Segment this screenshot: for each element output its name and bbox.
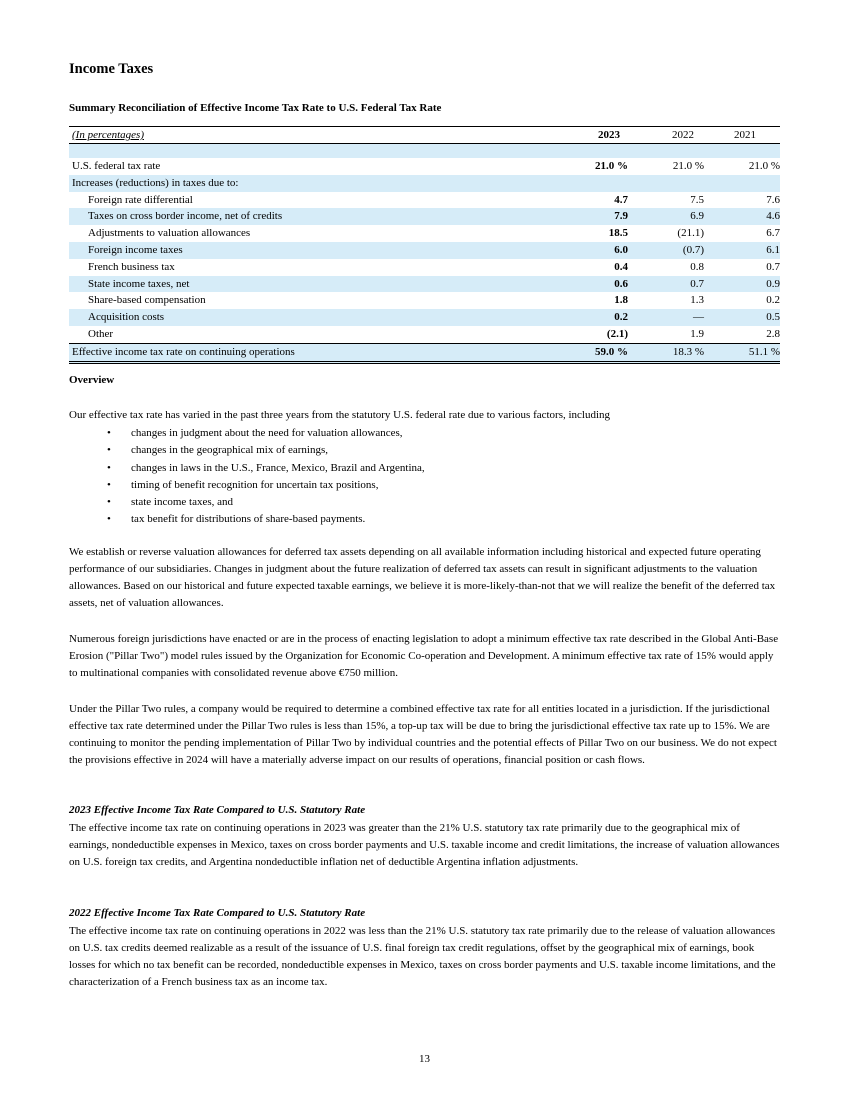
pillar-two-intro-paragraph: Numerous foreign jurisdictions have enacted or are in the process of enacting legislation to adopt a minimum effective tax rate described in the Global Anti-Base Erosion ("Pillar Two") model rules issued by the Organization for Economic Co-operation and Development. A minimum effective tax rate of 15% would apply to multinational companies with consolidated revenue above €750 million. bbox=[69, 633, 779, 679]
row-label: Taxes on cross border income, net of credits bbox=[88, 210, 283, 223]
table-row bbox=[69, 175, 780, 192]
table-row bbox=[69, 309, 780, 326]
paragraph-2023: The effective income tax rate on continuing operations in 2023 was greater than the 21% U.S. statutory tax rate primarily due to the geographical mix of earnings, nondeductible expenses in Mexico, taxes on cross border payments and U.S. taxable income and credit limitations, the increase of valuation allowances on U.S. foreign tax credits, and Argentina nondeductible inflation net of deductible Argentina inflation adjustments. bbox=[69, 822, 780, 868]
row-label: Share-based compensation bbox=[88, 294, 206, 307]
row-label: Foreign rate differential bbox=[88, 193, 193, 206]
list-item-text: changes in the geographical mix of earnings, bbox=[131, 444, 329, 457]
cell-2022: 21.0 % bbox=[672, 160, 704, 172]
cell-2021: 7.6 bbox=[766, 193, 780, 206]
cell-2022: 1.3 bbox=[690, 294, 704, 307]
table-row bbox=[69, 326, 780, 344]
header-unit-label: (In percentages) bbox=[72, 129, 144, 141]
table-row bbox=[69, 192, 780, 209]
cell-2021: 0.5 bbox=[766, 311, 780, 324]
cell-2022: 7.5 bbox=[690, 193, 704, 206]
cell-2023: (2.1) bbox=[606, 327, 628, 340]
cell-2021: 0.9 bbox=[766, 277, 780, 290]
cell-2023: 4.7 bbox=[614, 193, 628, 206]
bullet-icon: • bbox=[107, 444, 111, 457]
paragraph-2022: The effective income tax rate on continuing operations in 2022 was less than the 21% U.S. statutory tax rate primarily due to the release of valuation allowances on U.S. tax credits deemed realizable as a result of the issuance of U.S. final foreign tax credit regulations, offset by the geographical mix of earnings, book losses for which no tax benefit can be recorded, nondeductible expenses in Mexico, taxes on cross border payments and U.S. taxable income limitations, and the characterization of a French business tax as an income tax. bbox=[69, 925, 776, 988]
cell-2021: 0.7 bbox=[766, 260, 780, 273]
row-label: State income taxes, net bbox=[88, 277, 190, 290]
cell-2021: 6.1 bbox=[766, 243, 780, 256]
row-label: Acquisition costs bbox=[88, 311, 165, 324]
cell-2022: (21.1) bbox=[677, 227, 704, 240]
cell-2021: 21.0 % bbox=[748, 160, 780, 172]
bullet-icon: • bbox=[107, 478, 111, 491]
cell-2023: 0.6 bbox=[614, 277, 628, 290]
cell-2022: (0.7) bbox=[682, 243, 704, 256]
row-label: Increases (reductions) in taxes due to: bbox=[72, 176, 239, 189]
row-label: Other bbox=[88, 327, 114, 340]
list-item bbox=[107, 442, 425, 459]
list-item bbox=[107, 494, 425, 511]
cell-2022: 0.7 bbox=[690, 277, 704, 290]
table-row bbox=[69, 158, 780, 175]
row-label: U.S. federal tax rate bbox=[72, 160, 161, 172]
table-row bbox=[69, 259, 780, 276]
cell-2021: 4.6 bbox=[766, 210, 780, 223]
tax-rate-reconciliation-table bbox=[69, 126, 780, 364]
pillar-two-rules-paragraph: Under the Pillar Two rules, a company would be required to determine a combined effective tax rate for all entities located in a jurisdiction. If the jurisdictional effective tax rate determined under the Pillar Two rules is less than 15%, a top-up tax will be due to bring the jurisdictional effective tax rate up to 15%. We are continuing to monitor the pending implementation of Pillar Two by individual countries and the potential effects of Pillar Two on our business. We do not expect the provisions effective in 2024 will have a materially adverse impact on our results of operations, financial position or cash flows. bbox=[69, 703, 777, 766]
list-item bbox=[107, 460, 425, 477]
cell-2022: 1.9 bbox=[690, 327, 704, 340]
row-label: Foreign income taxes bbox=[88, 243, 183, 256]
subheading-2023: 2023 Effective Income Tax Rate Compared to U.S. Statutory Rate bbox=[69, 804, 366, 816]
table-row bbox=[69, 292, 780, 309]
cell-2021: 0.2 bbox=[766, 294, 780, 307]
bullet-icon: • bbox=[107, 427, 111, 439]
table-row bbox=[69, 276, 780, 293]
cell-2023: 6.0 bbox=[614, 243, 628, 256]
bullet-icon: • bbox=[107, 496, 111, 509]
row-label: French business tax bbox=[88, 260, 175, 273]
header-2022: 2022 bbox=[672, 129, 694, 141]
row-label: Adjustments to valuation allowances bbox=[88, 227, 251, 240]
table-spacer-row bbox=[69, 144, 780, 158]
factors-list bbox=[107, 425, 425, 529]
list-item-text: changes in laws in the U.S., France, Mexico, Brazil and Argentina, bbox=[131, 461, 425, 474]
header-2021: 2021 bbox=[734, 129, 756, 141]
bullet-icon: • bbox=[107, 513, 111, 526]
cell-2023: 18.5 bbox=[608, 227, 628, 240]
table-row bbox=[69, 225, 780, 242]
list-item bbox=[107, 511, 425, 528]
cell-2022: 18.3 % bbox=[672, 345, 704, 358]
cell-2023: 7.9 bbox=[614, 210, 628, 223]
cell-2022: 0.8 bbox=[690, 260, 704, 273]
cell-2021: 6.7 bbox=[766, 227, 780, 240]
page-number: 13 bbox=[419, 1053, 430, 1065]
overview-intro-paragraph: Our effective tax rate has varied in the past three years from the statutory U.S. federal rate due to various factors, including bbox=[69, 409, 611, 421]
list-item-text: state income taxes, and bbox=[131, 496, 234, 509]
list-item-text: tax benefit for distributions of share-based payments. bbox=[131, 513, 366, 526]
cell-2022: — bbox=[693, 311, 704, 324]
list-item bbox=[107, 425, 425, 442]
overview-heading: Overview bbox=[69, 374, 115, 386]
list-item bbox=[107, 477, 425, 494]
bullet-icon: • bbox=[107, 461, 111, 474]
row-label: Effective income tax rate on continuing operations bbox=[72, 345, 295, 358]
valuation-allowance-paragraph: We establish or reverse valuation allowances for deferred tax assets depending on all available information including historical and expected future operating performance of our subsidiaries. Changes in judgment about the future realization of deferred tax assets can result in significant adjustments to the valuation allowances. Based on our historical and future expected taxable earnings, we believe it is more-likely-than-not that we will realize the benefit of the deferred tax assets, net of valuation allowances. bbox=[69, 546, 776, 609]
list-item-text: timing of benefit recognition for uncertain tax positions, bbox=[131, 478, 379, 491]
cell-2023: 1.8 bbox=[614, 294, 628, 307]
list-item-text: changes in judgment about the need for valuation allowances, bbox=[131, 427, 403, 439]
cell-2023: 0.4 bbox=[614, 260, 628, 273]
cell-2021: 2.8 bbox=[766, 327, 780, 340]
cell-2023: 59.0 % bbox=[595, 345, 628, 358]
cell-2023: 21.0 % bbox=[595, 160, 628, 172]
table-header-row bbox=[69, 127, 780, 144]
cell-2021: 51.1 % bbox=[748, 345, 780, 358]
section-heading: Income Taxes bbox=[69, 61, 154, 77]
header-2023: 2023 bbox=[598, 129, 620, 141]
table-row bbox=[69, 208, 780, 225]
table-title: Summary Reconciliation of Effective Income Tax Rate to U.S. Federal Tax Rate bbox=[69, 102, 442, 114]
subheading-2022: 2022 Effective Income Tax Rate Compared to U.S. Statutory Rate bbox=[69, 907, 366, 919]
table-total-row bbox=[69, 344, 780, 364]
table-row bbox=[69, 242, 780, 259]
cell-2022: 6.9 bbox=[690, 210, 704, 223]
cell-2023: 0.2 bbox=[614, 311, 628, 324]
